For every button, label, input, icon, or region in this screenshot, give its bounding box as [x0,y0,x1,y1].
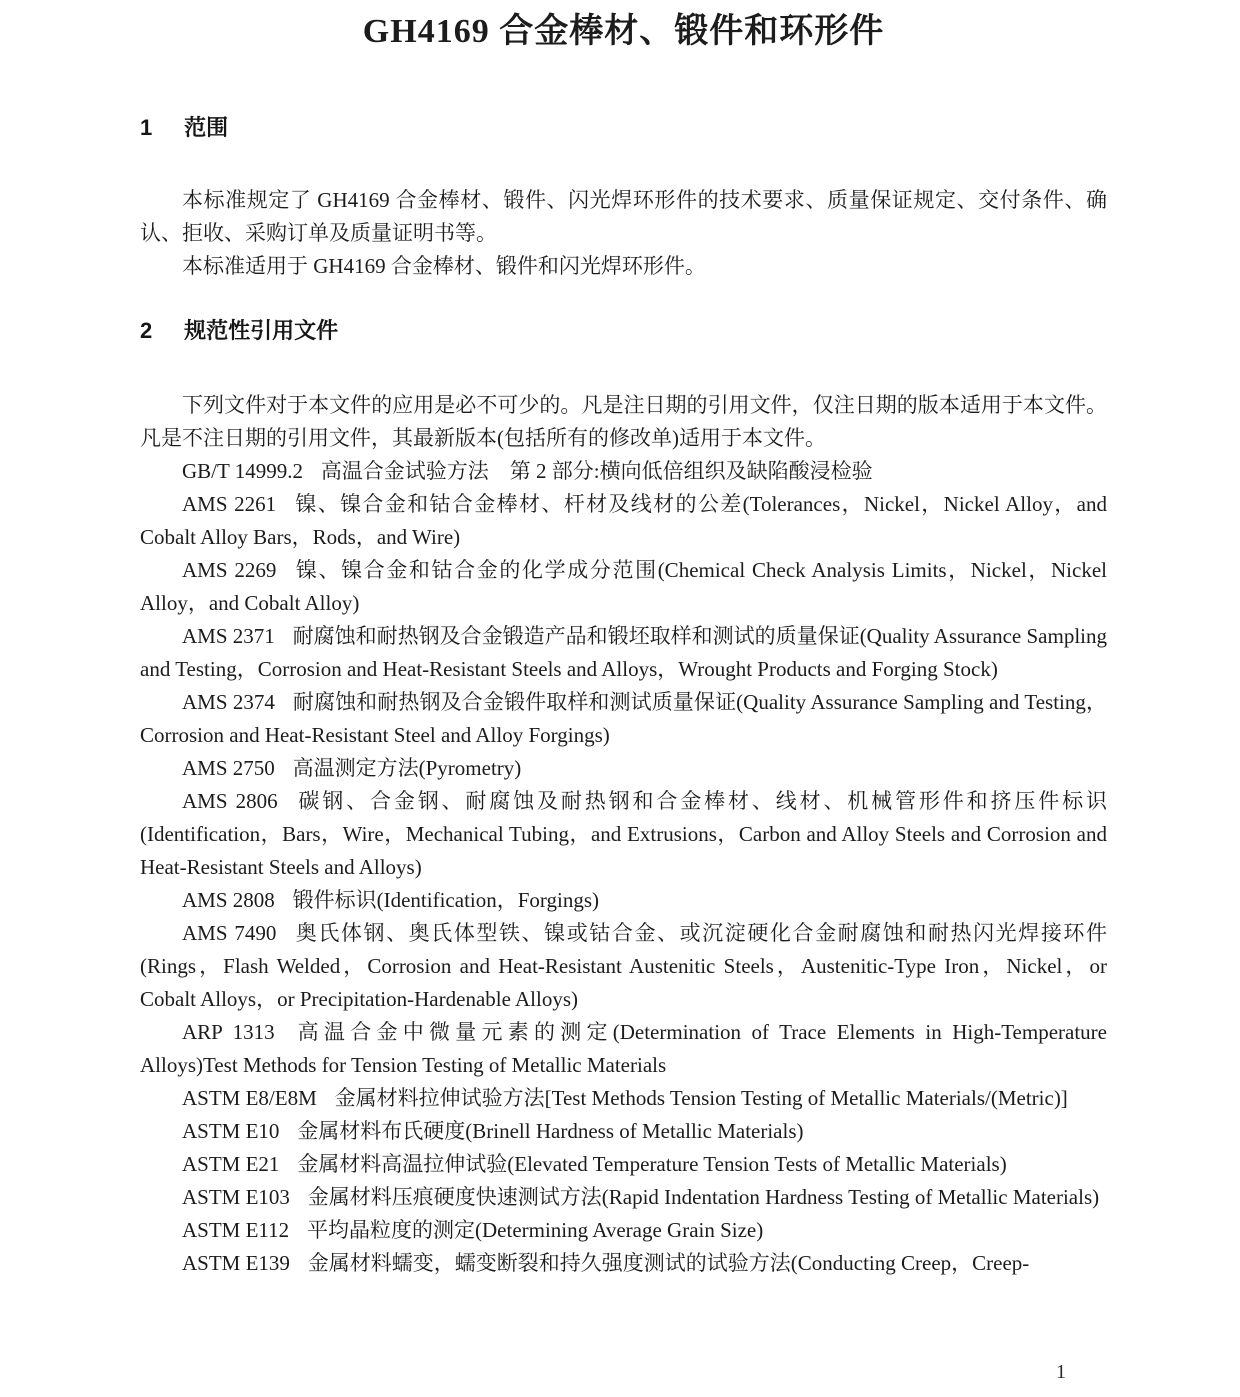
section-scope-title: 范围 [184,115,229,140]
reference-entry [140,1016,1107,1082]
reference-title: 金属材料蠕变，蠕变断裂和持久强度测试的试验方法(Conducting Creep，Creep- [307,1251,1030,1275]
section-scope-heading [140,115,1107,141]
reference-code: AMS 7490 [182,921,277,945]
reference-code: ASTM E139 [182,1251,290,1275]
reference-entry [140,1181,1107,1214]
reference-title: 锻件标识(Identification，Forgings) [292,888,600,912]
section-scope-body [140,184,1107,283]
reference-code: ASTM E10 [182,1119,280,1143]
scope-paragraph: 本标准规定了 GH4169 合金棒材、锻件、闪光焊环形件的技术要求、质量保证规定、交付条件、确认、拒收、采购订单及质量证明书等。 [140,188,1107,245]
reference-code: ASTM E8/E8M [182,1086,317,1110]
reference-entry [140,752,1107,785]
section-scope-number: 1 [140,115,153,140]
reference-entry [140,785,1107,884]
reference-title: 耐腐蚀和耐热钢及合金锻造产品和锻坯取样和测试的质量保证(Quality Assurance Sampling and Testing，Corrosion and Heat-Resistant Steels and Alloys，Wrought Products and Forging Stock) [140,624,1107,681]
reference-entry [140,1148,1107,1181]
reference-entry [140,620,1107,686]
reference-code: ASTM E103 [182,1185,290,1209]
page-content [140,0,1107,1280]
reference-entry [140,455,1107,488]
reference-code: AMS 2269 [182,558,277,582]
reference-code: ASTM E21 [182,1152,280,1176]
reference-code: ASTM E112 [182,1218,290,1242]
reference-entry [140,554,1107,620]
section-references-number: 2 [140,318,153,343]
reference-title: 奥氏体钢、奥氏体型铁、镍或钴合金、或沉淀硬化合金耐腐蚀和耐热闪光焊接环件(Rings，Flash Welded，Corrosion and Heat-Resistant Austenitic Steels，Austenitic-Type Iron，Nickel，or Cobalt Alloys，or Precipitation-Hardenable Alloys) [140,921,1107,1011]
references-intro-paragraph: 下列文件对于本文件的应用是必不可少的。凡是注日期的引用文件，仅注日期的版本适用于本文件。凡是不注日期的引用文件，其最新版本(包括所有的修改单)适用于本文件。 [140,393,1107,450]
reference-entry [140,917,1107,1016]
section-normative-references [140,318,1107,1280]
reference-entry [140,1214,1107,1247]
reference-entry [140,884,1107,917]
reference-title: 高温合金中微量元素的测定(Determination of Trace Elements in High-Temperature Alloys)Test Methods for Tension Testing of Metallic Materials [140,1020,1107,1077]
reference-title: 镍、镍合金和钴合金的化学成分范围(Chemical Check Analysis Limits，Nickel，Nickel Alloy，and Cobalt Alloy) [140,558,1107,615]
section-references-heading [140,318,1107,344]
reference-code: AMS 2808 [182,888,275,912]
reference-title: 高温测定方法(Pyrometry) [292,756,522,780]
scope-paragraph: 本标准适用于 GH4169 合金棒材、锻件和闪光焊环形件。 [182,254,706,278]
page-number: 1 [1056,1361,1066,1383]
reference-entry [140,1082,1107,1115]
reference-title: 金属材料压痕硬度快速测试方法(Rapid Indentation Hardness Testing of Metallic Materials) [307,1185,1100,1209]
reference-entry [140,686,1107,752]
reference-title: 平均晶粒度的测定(Determining Average Grain Size) [307,1218,764,1242]
section-references-body [140,389,1107,1280]
document-title: GH4169 合金棒材、锻件和环形件 [362,13,885,50]
section-scope [140,115,1107,283]
reference-entry [140,488,1107,554]
reference-code: AMS 2806 [182,789,278,813]
reference-title: 金属材料高温拉伸试验(Elevated Temperature Tension Tests of Metallic Materials) [297,1152,1007,1176]
reference-code: AMS 2750 [182,756,275,780]
reference-code: ARP 1313 [182,1020,275,1044]
reference-code: AMS 2371 [182,624,275,648]
section-references-title: 规范性引用文件 [184,318,339,343]
reference-entry [140,1115,1107,1148]
reference-title: 高温合金试验方法 第 2 部分:横向低倍组织及缺陷酸浸检验 [320,459,873,483]
reference-code: AMS 2374 [182,690,275,714]
reference-title: 金属材料拉伸试验方法[Test Methods Tension Testing of Metallic Materials/(Metric)] [334,1086,1068,1110]
reference-title: 耐腐蚀和耐热钢及合金锻件取样和测试质量保证(Quality Assurance Sampling and Testing，Corrosion and Heat-Resistant Steel and Alloy Forgings) [140,690,1107,747]
reference-title: 镍、镍合金和钴合金棒材、杆材及线材的公差(Tolerances，Nickel，Nickel Alloy，and Cobalt Alloy Bars，Rods，and Wire) [140,492,1107,549]
reference-code: AMS 2261 [182,492,277,516]
reference-entry [140,1247,1107,1280]
reference-title: 金属材料布氏硬度(Brinell Hardness of Metallic Materials) [297,1119,804,1143]
reference-title: 碳钢、合金钢、耐腐蚀及耐热钢和合金棒材、线材、机械管形件和挤压件标识(Identification，Bars，Wire，Mechanical Tubing，and Extrusions，Carbon and Alloy Steels and Corrosion and Heat-Resistant Steels and Alloys) [140,789,1107,879]
reference-list [140,455,1107,1280]
reference-code: GB/T 14999.2 [182,459,303,483]
